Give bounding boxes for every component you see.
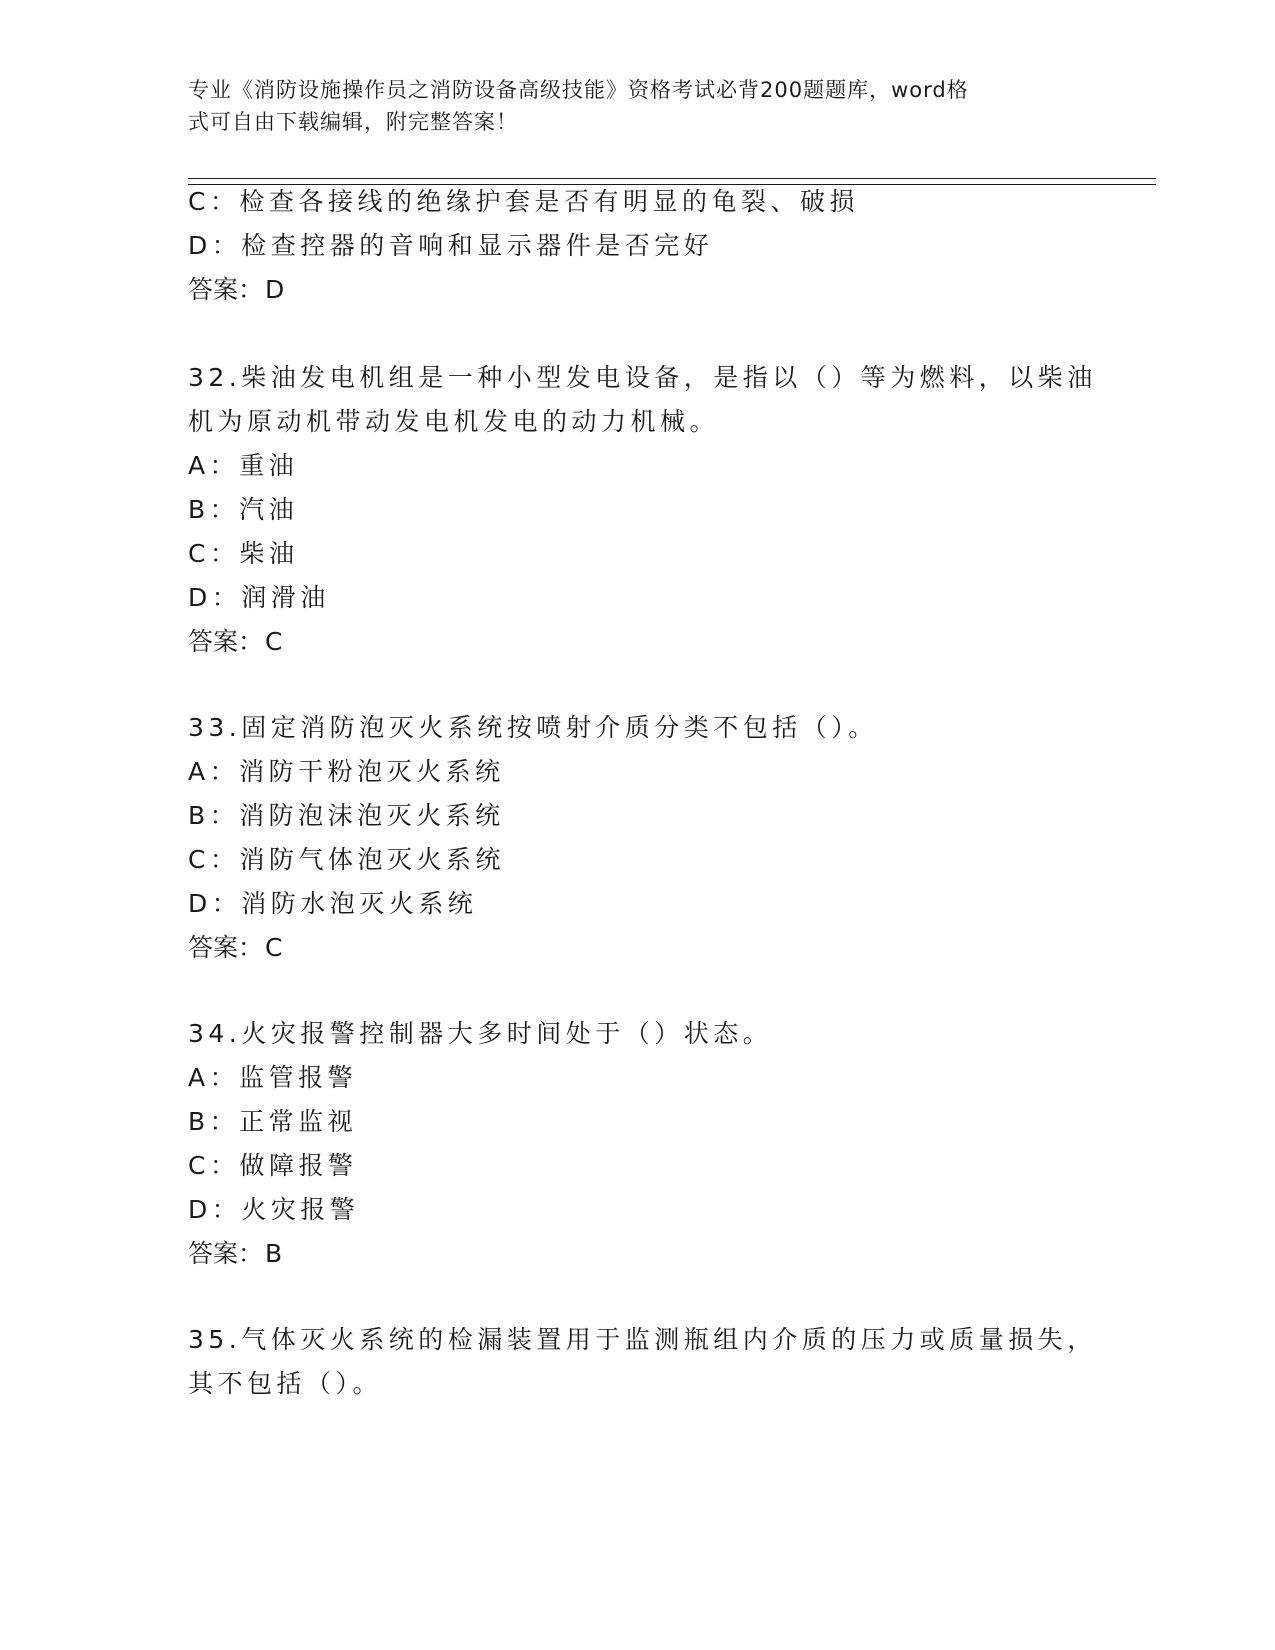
answer-label: 答案：	[188, 1239, 264, 1268]
answer-value: C	[265, 627, 283, 656]
q31-answer	[188, 274, 284, 306]
answer-value: B	[265, 1239, 283, 1268]
header-title-line-1: 专业《消防设施操作员之消防设备高级技能》资格考试必背200题题库，word格	[188, 78, 969, 102]
q32-option-b: B：汽油	[188, 495, 299, 524]
q32-answer	[188, 626, 282, 658]
answer-value: C	[265, 933, 283, 962]
q33-option-c: C：消防气体泡灭火系统	[188, 845, 505, 874]
answer-label: 答案：	[188, 275, 264, 304]
q32-option-a: A：重油	[188, 451, 299, 480]
q34-stem-line-1: 34.火灾报警控制器大多时间处于（）状态。	[188, 1019, 773, 1048]
document-header	[188, 74, 1068, 138]
q35-stem-line-2: 其不包括（）。	[188, 1369, 383, 1398]
q32-option-d: D：润滑油	[188, 583, 330, 612]
q31-option-d: D：检查控器的音响和显示器件是否完好	[188, 231, 714, 260]
q34-option-c: C：做障报警	[188, 1151, 358, 1180]
q32-option-c: C：柴油	[188, 539, 299, 568]
q33-answer	[188, 932, 282, 964]
q34-answer	[188, 1238, 282, 1270]
q34-option-d: D：火灾报警	[188, 1195, 360, 1224]
q34-option-a: A：监管报警	[188, 1063, 358, 1092]
q35-stem-line-1: 35.气体灭火系统的检漏装置用于监测瓶组内介质的压力或质量损失，	[188, 1325, 1097, 1354]
q33-option-d: D：消防水泡灭火系统	[188, 889, 478, 918]
answer-label: 答案：	[188, 627, 264, 656]
answer-value: D	[265, 275, 285, 304]
q32-stem-line-2: 机为原动机带动发电机发电的动力机械。	[188, 407, 720, 436]
q32-stem-line-1: 32.柴油发电机组是一种小型发电设备，是指以（）等为燃料，以柴油	[188, 363, 1097, 392]
q33-option-b: B：消防泡沫泡灭火系统	[188, 801, 505, 830]
q31-option-c: C：检查各接线的绝缘护套是否有明显的龟裂、破损	[188, 187, 859, 216]
q33-stem-line-1: 33.固定消防泡灭火系统按喷射介质分类不包括（）。	[188, 713, 878, 742]
header-title-line-2: 式可自由下载编辑，附完整答案！	[188, 110, 518, 134]
header-divider	[188, 178, 1156, 185]
answer-label: 答案：	[188, 933, 264, 962]
q33-option-a: A：消防干粉泡灭火系统	[188, 757, 505, 786]
q34-option-b: B：正常监视	[188, 1107, 358, 1136]
